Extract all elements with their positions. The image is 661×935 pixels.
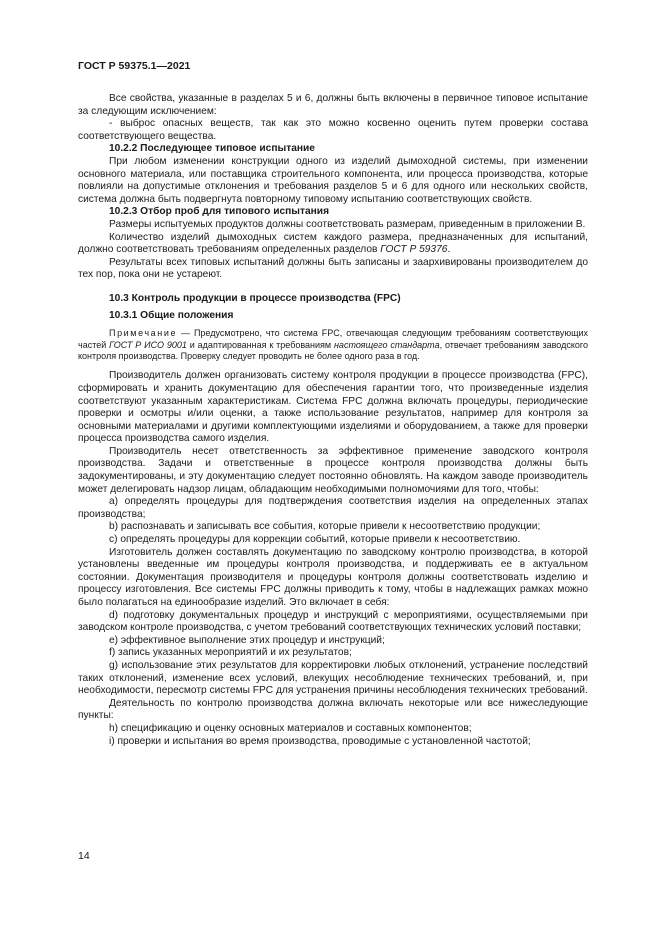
section-heading-10-2-3: 10.2.3 Отбор проб для типового испытания xyxy=(109,206,330,218)
paragraph-text: Количество изделий дымоходных систем каждого размера, предназначенных для испытаний, должно соответствовать требованиям определенных разделов xyxy=(78,231,588,256)
list-item: b) распознавать и записывать все события, которые привели к несоответствию продукции; xyxy=(109,521,541,533)
paragraph: Производитель несет ответственность за эффективное применение заводского контроля производства. Задачи и ответственные в процессе контроля производства должны быть задокументированы, и эту документацию следует постоянно обновлять. На каждом заводе производитель может делегировать надзор лицам, обладающим необходимыми полномочиями для того, чтобы: xyxy=(78,445,588,495)
paragraph: Изготовитель должен составлять документацию по заводскому контролю производства, в которой установлены введенные им процедуры контроля производства, и поддерживать ее в актуальном состоянии. Документация производителя и процедуры контроля должны соответствовать изделию и процессу изготовления. Все системы FPC должны приводить к тому, чтобы в надлежащих рамках можно было полагаться на единообразие изделий. Это включает в себя: xyxy=(78,546,588,608)
page-content xyxy=(78,93,588,748)
section-heading-10-3: 10.3 Контроль продукции в процессе производства (FPC) xyxy=(109,292,401,304)
note-text: — Предусмотрено, что система FPC, отвечающая следующим требованиям соответствующих частей xyxy=(78,328,588,350)
list-item: g) использование этих результатов для корректировки любых отклонений, устранение последствий таких отклонений, изменение всех условий, влекущих несоблюдение технических требований, и, при необходимости, пересмотр системы FPC для устранения причины несоблюдения технических требований. xyxy=(78,659,588,697)
paragraph: При любом изменении конструкции одного из изделий дымоходной системы, при изменении основного материала, или поставщика строительного компонента, или процесса производства, которые повлияли на допустимые отклонения и требования разделов 5 и 6 для одного или нескольких свойств, система должна быть подвергнута повторному типовому испытанию соответствующих свойств. xyxy=(78,155,588,205)
paragraph xyxy=(78,232,588,257)
list-item: а) определять процедуры для подтверждения соответствия изделия на определенных этапах производства; xyxy=(78,496,588,520)
list-item: e) эффективное выполнение этих процедур и инструкций; xyxy=(109,634,385,646)
standard-reference: ГОСТ Р ИСО 9001 xyxy=(109,339,187,350)
paragraph: Все свойства, указанные в разделах 5 и 6, должны быть включены в первичное типовое испытание за следующим исключением: xyxy=(78,93,588,117)
paragraph-text: . xyxy=(447,244,451,256)
document-header: ГОСТ Р 59375.1—2021 xyxy=(78,60,191,72)
section-heading-10-2-2: 10.2.2 Последующее типовое испытание xyxy=(109,143,315,155)
note-text: и адаптированная к требованиям xyxy=(186,339,334,350)
list-item: c) определять процедуры для коррекции событий, которые привели к несоответствию. xyxy=(109,534,521,546)
list-item: i) проверки и испытания во время производства, проводимые с установленной частотой; xyxy=(109,735,531,747)
standard-reference: настоящего стандарта xyxy=(333,339,440,350)
page-number: 14 xyxy=(78,850,90,862)
paragraph: - выброс опасных веществ, так как это можно косвенно оценить путем проверки состава соответствующего вещества. xyxy=(78,118,588,142)
list-item: f) запись указанных мероприятий и их результатов; xyxy=(109,647,352,659)
note-label: Примечание xyxy=(109,328,178,339)
section-heading-10-3-1: 10.3.1 Общие положения xyxy=(109,309,234,321)
paragraph: Результаты всех типовых испытаний должны быть записаны и заархивированы производителем до тех пор, пока они не устареют. xyxy=(78,256,588,281)
standard-reference: ГОСТ Р 59376 xyxy=(380,244,448,256)
list-item: h) спецификацию и оценку основных материалов и составных компонентов; xyxy=(109,722,472,734)
list-item: d) подготовку документальных процедур и инструкций с мероприятиями, осуществляемыми при заводском контроле производства, с учетом требований соответствующих технических условий поставки; xyxy=(78,609,588,634)
paragraph: Размеры испытуемых продуктов должны соответствовать размерам, приведенным в приложении В. xyxy=(109,218,586,230)
paragraph: Деятельность по контролю производства должна включать некоторые или все нижеследующие пункты: xyxy=(78,697,588,722)
note xyxy=(78,328,588,362)
note-text: , отвечает требованиям заводского контроля производства. Проверку следует проводить не более одного раза в год. xyxy=(78,339,588,361)
paragraph: Производитель должен организовать систему контроля продукции в процессе производства (FPC), сформировать и хранить документацию для обеспечения гарантии того, что произведенные изделия соответствуют указанным характеристикам. Система FPC должна включать процедуры, периодические проверки и осмотры и/или оценки, а также использование результатов, например для контроля за основными материалами и другими комплектующими изделиями и оборудованием, а также для проверки процесса производства самого изделия. xyxy=(78,370,588,445)
